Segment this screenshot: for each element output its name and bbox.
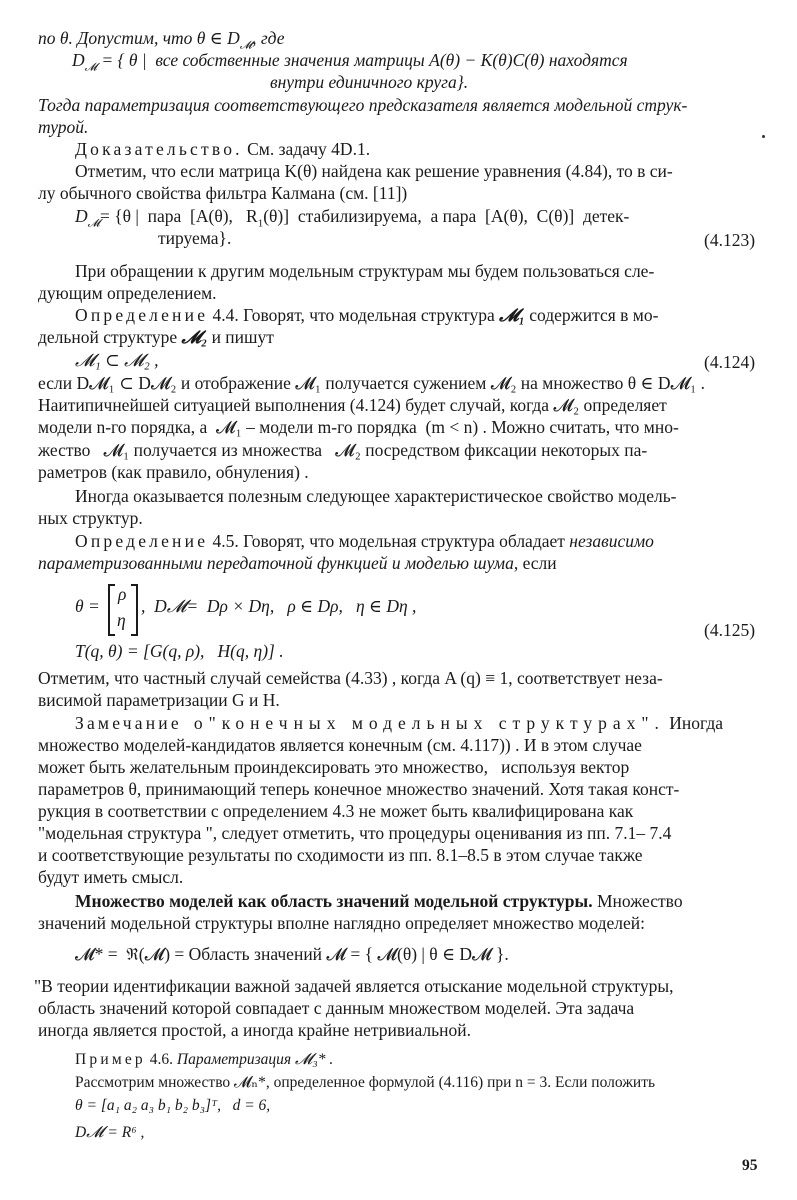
text-line-36: будут иметь смысл. — [38, 867, 184, 887]
formula-transfer: T(q, θ) = [G(q, ρ), H(q, η)] . — [75, 641, 284, 661]
right-bracket — [131, 584, 138, 636]
text-line-3: внутри единичного круга}. — [270, 72, 469, 92]
text-line-30: множество моделей-кандидатов является конечным (см. 4.117)) . И в этом случае — [38, 735, 642, 755]
text-line-19: жество 𝓜₁ получается из множества 𝓜₂ посредством фиксации некоторых па- — [38, 440, 648, 460]
formula-model-set: 𝓜* = ℜ(𝓜) = Область значений 𝓜 = { 𝓜(θ) | θ ∈ D𝓜 }. — [75, 944, 509, 964]
text-line-41: область значений которой совпадает с данным множеством моделей. Эта задача — [38, 998, 635, 1018]
text-line-7: Отметим, что если матрица K(θ) найдена как решение уравнения (4.84), то в си- — [75, 161, 673, 181]
matrix-top: ρ — [118, 584, 127, 604]
text-line-2: $D_𝓜$ = { θ | все собственные значения матрицы A(θ) − K(θ)C(θ) находятся — [72, 50, 628, 74]
equation-number-4-125: (4.125) — [704, 620, 756, 640]
text-line-32: параметров θ, принимающий теперь конечное множество значений. Хотя такая конст- — [38, 779, 680, 799]
text-line-33: рукция в соответствии с определением 4.3 не может быть квалифицирована как — [38, 801, 634, 821]
scan-speck — [762, 135, 765, 138]
formula-4-125-rhs: , D𝓜= Dρ × Dη, ρ ∈ Dρ, η ∈ Dη , — [141, 596, 417, 616]
text-line-9: $D_𝓜= \{\theta$ | пара [A(θ), $R_1(\theta)$] стабилизируема, а пара [A(θ), C(θ)] детек- — [75, 206, 630, 230]
text-line-38: значений модельной структуры вполне наглядно определяет множество моделей: — [38, 913, 646, 933]
text-line-5: турой. — [38, 117, 89, 137]
text-line-10: тируема}. — [158, 228, 232, 248]
text-line-4: Тогда параметризация соответствующего предсказателя является модельной струк- — [38, 95, 688, 115]
text-line-24: параметризованными передаточной функцией и моделью шума, если — [38, 553, 557, 573]
text-line-14: дельной структуре 𝓜₂ и пишут — [38, 327, 274, 347]
text-line-22: ных структур. — [38, 508, 143, 528]
text-line-16: если D𝓜₁ ⊂ D𝓜₂ и отображение 𝓜₁ получается сужением 𝓜₂ на множество θ ∈ D𝓜₁ . — [38, 373, 705, 393]
text-line-17: Наитипичнейшей ситуацией выполнения (4.124) будет случай, когда 𝓜₂ определяет — [38, 395, 667, 415]
definition-4-4-line: Определение 4.4. Говорят, что модельная структура 𝓜₁ содержится в мо- — [75, 305, 659, 325]
small-text-line-44: Рассмотрим множество 𝓜ₙ*, определенное формулой (4.116) при n = 3. Если положить — [75, 1074, 656, 1091]
text-line-42: иногда является простой, а иногда крайне нетривиальной. — [38, 1020, 471, 1040]
text-line-20: раметров (как правило, обнуления) . — [38, 462, 309, 482]
equation-number-4-124: (4.124) — [704, 352, 756, 372]
formula-4-124: 𝓜₁ ⊂ 𝓜₂ , — [75, 350, 159, 370]
definition-4-5-line: Определение 4.5. Говорят, что модельная структура обладает независимо — [75, 531, 654, 551]
bold-heading-line: Множество моделей как область значений модельной структуры. Множество — [75, 891, 683, 911]
page-number: 95 — [742, 1157, 758, 1174]
text-line-40: "В теории идентификации важной задачей является отыскание модельной структуры, — [34, 976, 674, 996]
text-line-28: висимой параметризации G и H. — [38, 690, 280, 710]
example-4-6-title: Пример 4.6. Параметризация 𝓜₃* . — [75, 1051, 334, 1068]
text-line-11: При обращении к другим модельным структурам мы будем пользоваться сле- — [75, 261, 655, 281]
formula-theta: θ = [a₁ a₂ a₃ b₁ b₂ b₃]ᵀ, d = 6, — [75, 1097, 271, 1114]
text-line-21: Иногда оказывается полезным следующее характеристическое свойство модель- — [75, 486, 677, 506]
remark-line: Замечание о"конечных модельных структурах". Иногда — [75, 713, 724, 733]
formula-domain: D𝓜 = R⁶ , — [75, 1124, 145, 1141]
matrix-bottom: η — [117, 610, 126, 630]
text-line-34: "модельная структура ", следует отметить, что процедуры оценивания из пп. 7.1– 7.4 — [38, 823, 672, 843]
text-line-8: лу обычного свойства фильтра Калмана (см. [11]) — [38, 183, 408, 203]
text-line-18: модели n-го порядка, а 𝓜₁ – модели m-го порядка (m < n) . Можно считать, что мно- — [38, 417, 679, 437]
text-line-1: по θ. Допустим, что θ ∈ $D_𝓜$, где — [38, 28, 285, 52]
proof-line: Доказательство. См. задачу 4D.1. — [75, 139, 371, 159]
text-line-12: дующим определением. — [38, 283, 217, 303]
theta-lhs: θ = — [75, 596, 105, 616]
text-line-31: может быть желательным проиндексировать это множество, используя вектор — [38, 757, 630, 777]
equation-number-4-123: (4.123) — [704, 230, 756, 250]
text-line-27: Отметим, что частный случай семейства (4.33) , когда A (q) ≡ 1, соответствует неза- — [38, 668, 663, 688]
text-line-35: и соответствующие результаты по сходимости из пп. 8.1–8.5 в этом случае также — [38, 845, 643, 865]
left-bracket — [108, 584, 115, 636]
